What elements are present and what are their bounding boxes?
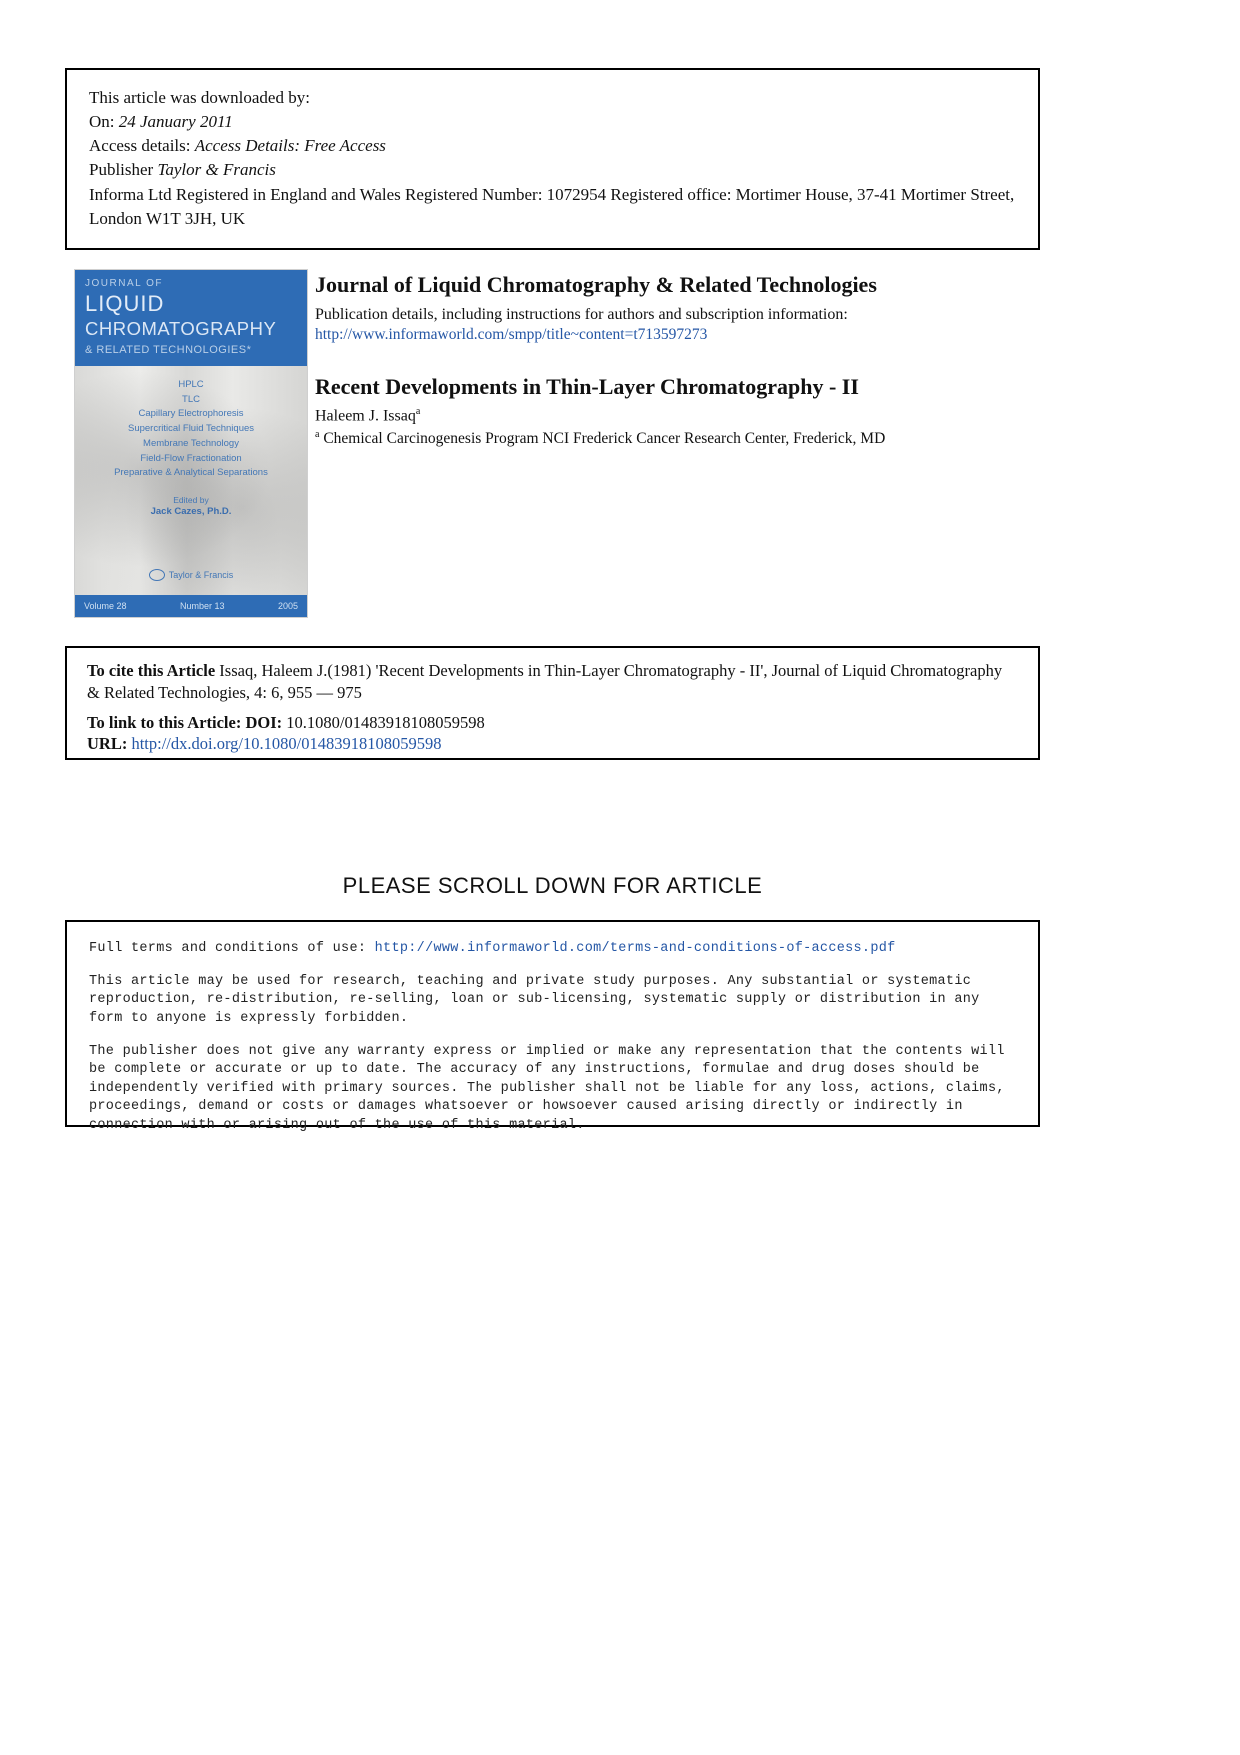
- taylor-francis-logo-text: Taylor & Francis: [168, 570, 234, 580]
- cover-edited-by-label: Edited by: [173, 495, 209, 506]
- download-date-line: [89, 110, 1016, 134]
- download-date-label: On:: [89, 112, 119, 132]
- terms-box: [65, 920, 1040, 1133]
- journal-cover-image: [75, 270, 307, 617]
- doi-value: 10.1080/01483918108059598: [286, 712, 485, 732]
- article-title: Recent Developments in Thin-Layer Chromatography - II: [315, 374, 859, 399]
- full-terms-label: Full terms and conditions of use:: [89, 941, 375, 956]
- cover-topic: Preparative & Analytical Separations: [114, 467, 268, 479]
- cover-masthead: [75, 270, 307, 366]
- cover-topic: Field-Flow Fractionation: [140, 452, 242, 464]
- cover-topic: TLC: [182, 393, 200, 405]
- citation-box: [65, 646, 1040, 760]
- cover-topic: Capillary Electrophoresis: [138, 408, 244, 420]
- access-details-line: [89, 134, 1016, 158]
- cover-topic: Membrane Technology: [143, 437, 239, 449]
- access-details-label: Access details:: [89, 136, 195, 156]
- journal-url-link[interactable]: http://www.informaworld.com/smpp/title~content=t713597273: [315, 326, 708, 343]
- affiliation-text: Chemical Carcinogenesis Program NCI Frederick Cancer Research Center, Frederick, MD: [319, 430, 886, 448]
- cover-topic: HPLC: [178, 379, 204, 390]
- publication-details-text: Publication details, including instructions for authors and subscription information:: [315, 306, 848, 323]
- terms-url-link[interactable]: http://www.informaworld.com/terms-and-conditions-of-access.pdf: [374, 941, 896, 956]
- cover-year: 2005: [277, 601, 298, 611]
- cover-kicker: JOURNAL OF: [85, 278, 163, 289]
- cover-volume: Volume 28: [84, 601, 127, 611]
- downloaded-by-line: This article was downloaded by:: [89, 88, 310, 107]
- cover-title-line2: CHROMATOGRAPHY: [85, 318, 277, 339]
- article-affiliation: [315, 429, 1040, 448]
- author-affiliation-marker: a: [415, 406, 421, 417]
- doi-url-link[interactable]: http://dx.doi.org/10.1080/01483918108059598: [131, 734, 442, 754]
- publisher-value: Taylor & Francis: [157, 160, 276, 180]
- cite-line: [87, 660, 1018, 704]
- terms-paragraph-usage: This article may be used for research, teaching and private study purposes. Any substantial or systematic reproduction, re-distribution, re-selling, loan or sub-licensing, systematic supply or distribution in any form to anyone is expressly forbidden.: [89, 973, 980, 1026]
- taylor-francis-logo-icon: [149, 569, 165, 581]
- url-label: URL:: [87, 734, 132, 754]
- affiliation-marker: a: [315, 429, 320, 441]
- doi-line: [87, 712, 1018, 734]
- cover-editor-name: Jack Cazes, Ph.D.: [150, 506, 232, 518]
- scroll-down-notice: PLEASE SCROLL DOWN FOR ARTICLE: [342, 873, 763, 898]
- cover-title-line3: & RELATED TECHNOLOGIES*: [85, 344, 252, 356]
- publisher-label: Publisher: [89, 160, 158, 180]
- download-date-value: 24 January 2011: [118, 112, 233, 132]
- journal-title: Journal of Liquid Chromatography & Related Technologies: [315, 272, 877, 297]
- cover-artwork: [75, 366, 307, 595]
- cover-number: Number 13: [179, 601, 225, 611]
- publisher-line: [89, 158, 1016, 182]
- download-info-box: [65, 68, 1040, 250]
- cover-topic: Supercritical Fluid Techniques: [127, 423, 255, 435]
- informa-registration-line: Informa Ltd Registered in England and Wales Registered Number: 1072954 Registered office: Mortimer House, 37-41 Mortimer Street, London W1T 3JH, UK: [89, 184, 1015, 228]
- terms-paragraph-warranty: The publisher does not give any warranty express or implied or make any representation that the contents will be complete or accurate or up to date. The accuracy of any instructions, formulae and drug doses should be independently verified with primary sources. The publisher shall not be liable for any loss, actions, claims, proceedings, demand or costs or damages whatsoever or howsoever caused arising directly or indirectly in connection with or arising out of the use of this material.: [89, 1043, 1005, 1133]
- doi-label: To link to this Article: DOI:: [87, 712, 287, 732]
- taylor-francis-logo: [75, 569, 307, 581]
- url-line: [87, 733, 1018, 755]
- article-author: [315, 406, 1040, 425]
- author-name: Haleem J. Issaq: [315, 407, 416, 425]
- journal-info-column: [315, 272, 1040, 448]
- access-details-value: Access Details: Free Access: [194, 136, 386, 156]
- cite-text: Issaq, Haleem J.(1981) 'Recent Developments in Thin-Layer Chromatography - II', Journal of Liquid Chromatography & Related Technologies, 4: 6, 955 — 975: [87, 661, 1003, 702]
- cover-footer-bar: [75, 595, 307, 617]
- full-terms-line: [89, 940, 1016, 959]
- cover-title-line1: LIQUID: [85, 291, 165, 316]
- cite-label: To cite this Article: [87, 661, 216, 680]
